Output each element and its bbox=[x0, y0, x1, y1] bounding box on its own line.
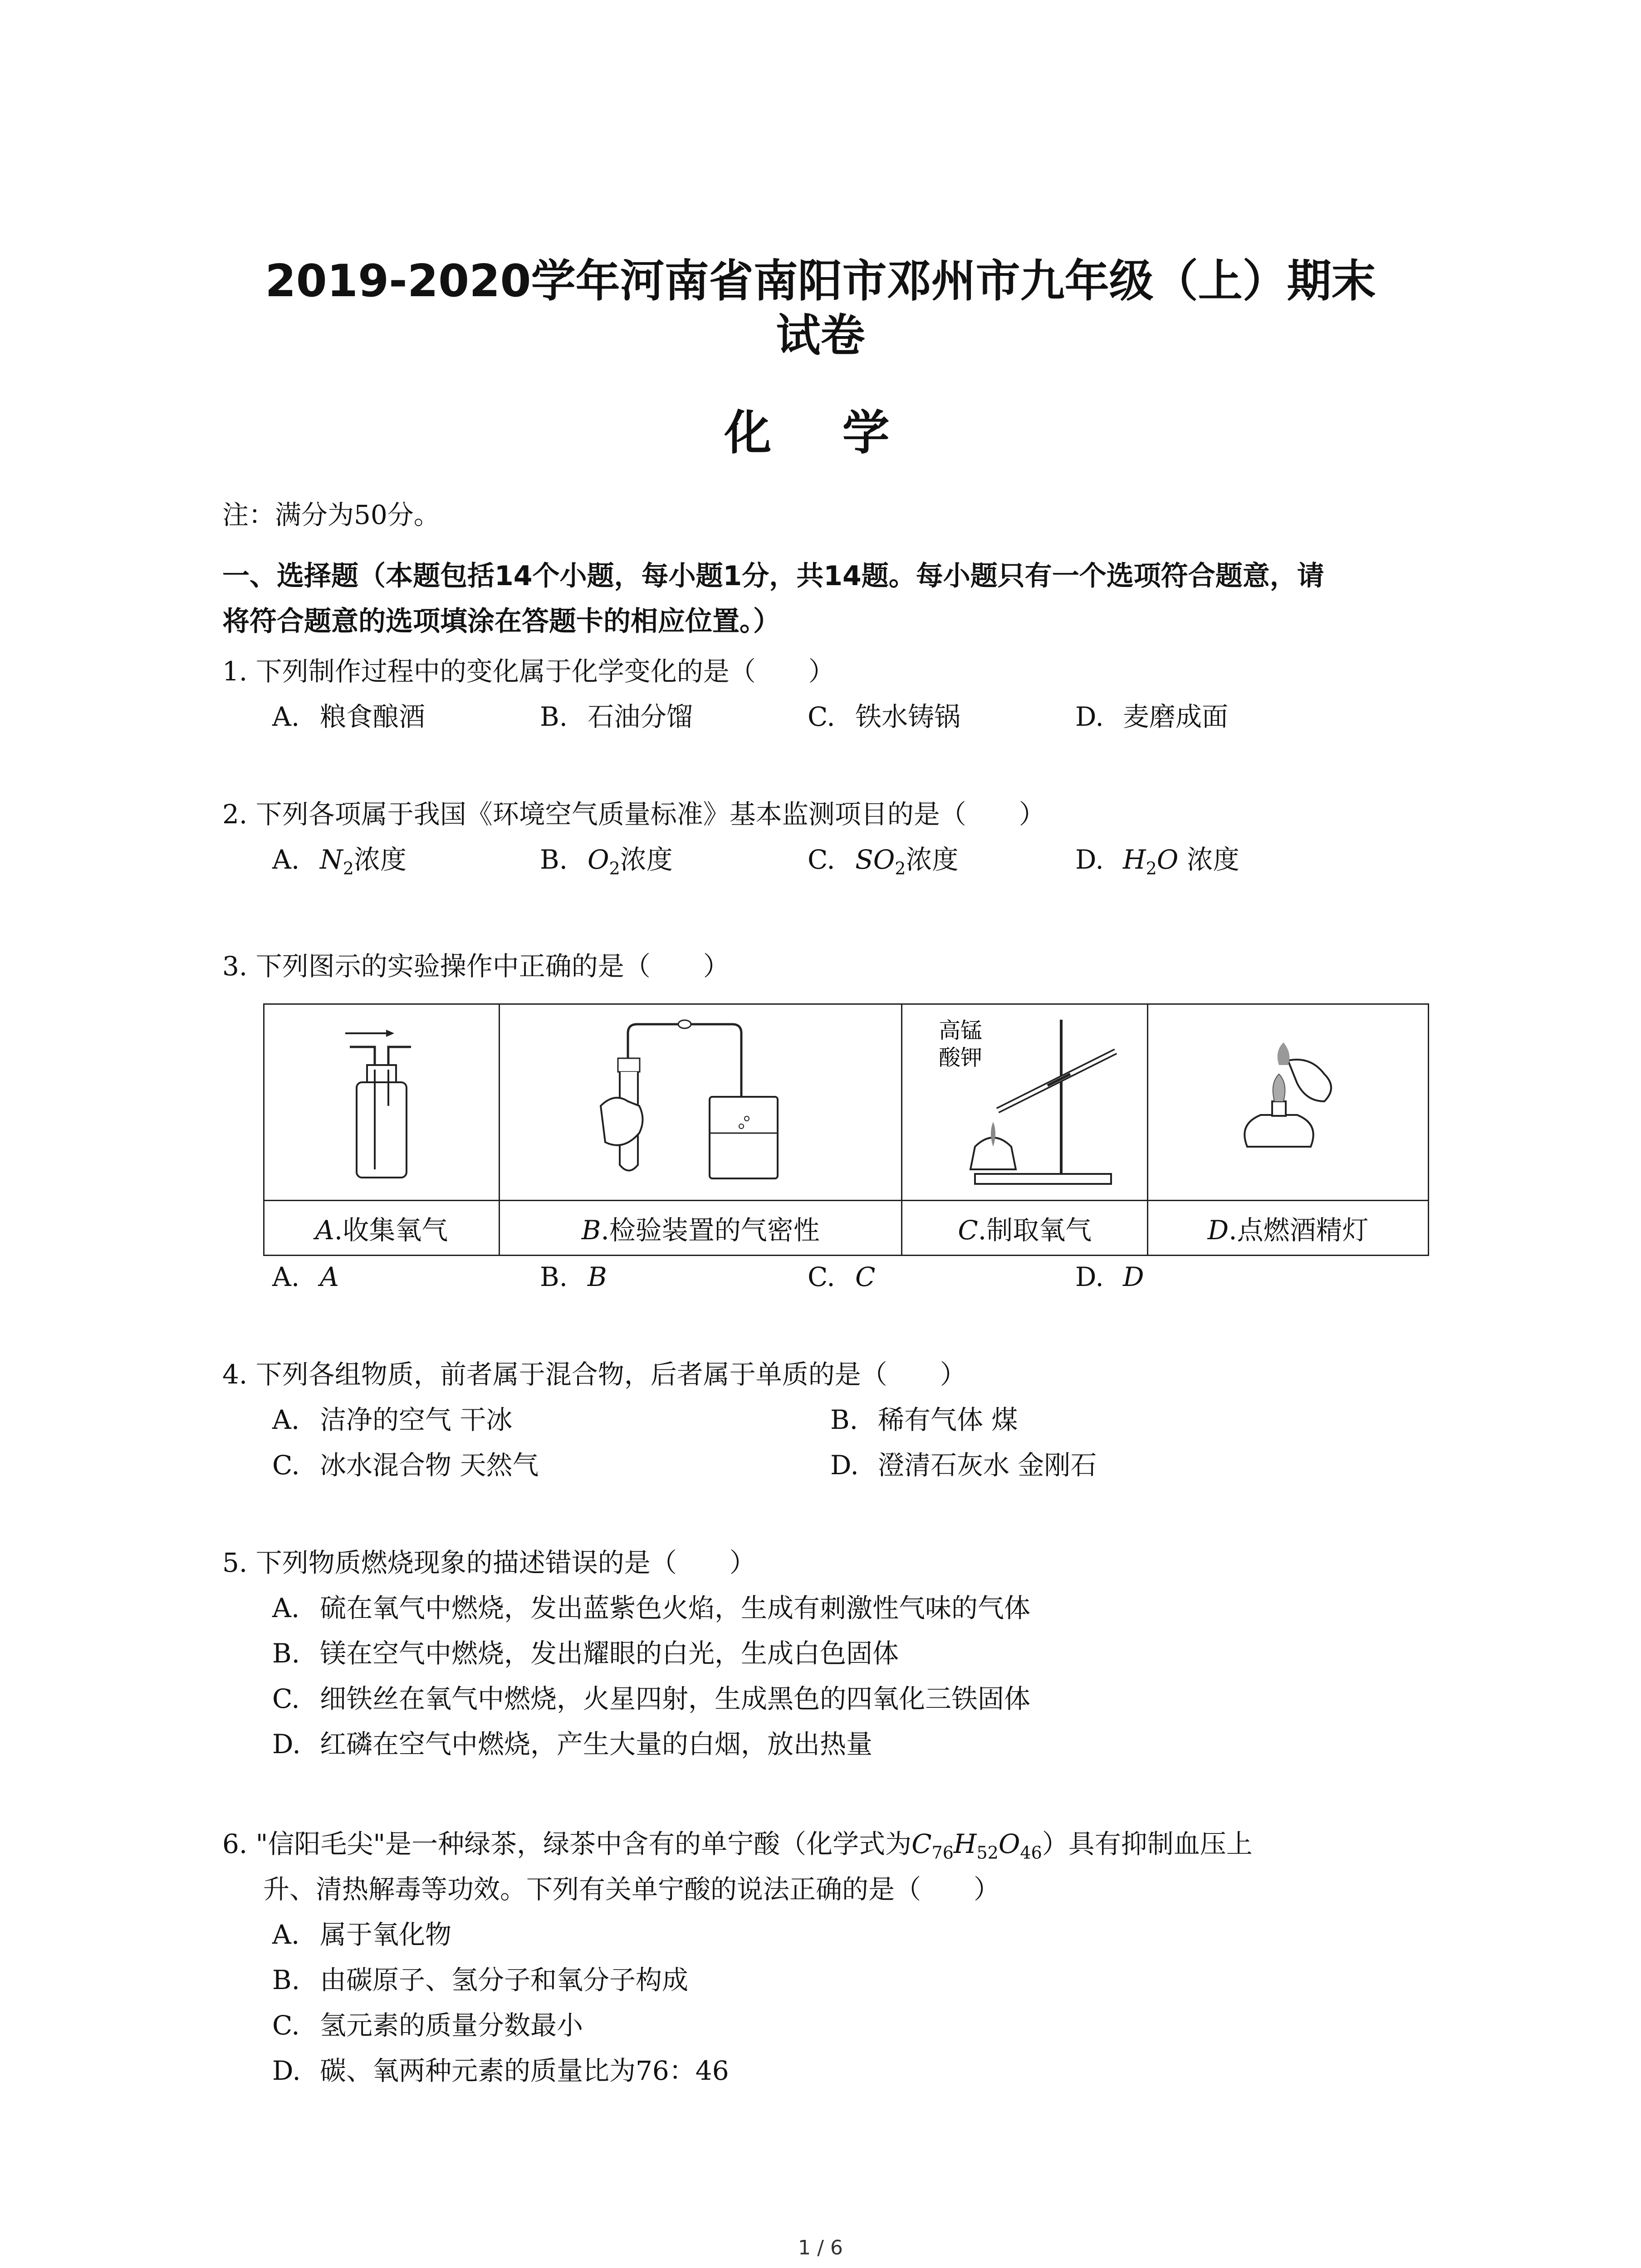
q4-option-b: B. 稀有气体 煤 bbox=[830, 1404, 1018, 1435]
airtightness-cell bbox=[500, 1004, 902, 1201]
gas-collection-bottle-icon bbox=[332, 1020, 431, 1183]
exam-title-line2: 试卷 bbox=[776, 310, 865, 362]
q5-option-c: C. 细铁丝在氧气中燃烧，火星四射，生成黑色的四氧化三铁固体 bbox=[272, 1683, 1031, 1714]
question-6-stem-line2: 升、清热解毒等功效。下列有关单宁酸的说法正确的是（ ） bbox=[263, 1874, 1000, 1905]
q1-option-b: B. 石油分馏 bbox=[540, 701, 693, 732]
experiment-table bbox=[263, 1003, 1429, 1256]
q4-option-a: A. 洁净的空气 干冰 bbox=[272, 1404, 513, 1435]
question-3-stem: 3. 下列图示的实验操作中正确的是（ ） bbox=[222, 951, 730, 982]
q5-option-a: A. 硫在氧气中燃烧，发出蓝紫色火焰，生成有刺激性气味的气体 bbox=[272, 1593, 1031, 1623]
subject-title: 化 学 bbox=[724, 405, 917, 460]
q6-option-d: D. 碳、氧两种元素的质量比为76：46 bbox=[272, 2055, 729, 2086]
page-number: 1 / 6 bbox=[798, 2236, 843, 2259]
q3-option-b: B. B bbox=[540, 1261, 607, 1292]
q3-option-a: A. A bbox=[272, 1261, 339, 1292]
alcohol-lamp-cell bbox=[1148, 1004, 1429, 1201]
section-heading-line1: 一、选择题（本题包括14个小题，每小题1分，共14题。每小题只有一个选项符合题意，请 bbox=[222, 560, 1324, 592]
q2-option-d: D. $H_2O$ 浓度 bbox=[1075, 844, 1239, 879]
q2-option-b: B. $O_2$浓度 bbox=[540, 844, 673, 879]
exam-title-line1: 2019-2020学年河南省南阳市邓州市九年级（上）期末 bbox=[265, 255, 1376, 307]
caption-a: A.收集氧气 bbox=[264, 1201, 500, 1256]
caption-b: B.检验装置的气密性 bbox=[500, 1201, 902, 1256]
score-note: 注：满分为50分。 bbox=[222, 499, 440, 530]
airtightness-check-icon bbox=[596, 1015, 805, 1188]
section-heading-line2: 将符合题意的选项填涂在答题卡的相应位置。） bbox=[222, 606, 780, 637]
q6-option-a: A. 属于氧化物 bbox=[272, 1919, 452, 1950]
oxygen-preparation-icon bbox=[925, 1011, 1125, 1192]
kmno4-label-line1: 高锰 bbox=[938, 1018, 982, 1043]
q5-option-d: D. 红磷在空气中燃烧，产生大量的白烟，放出热量 bbox=[272, 1729, 873, 1760]
alcohol-lamp-icon bbox=[1220, 1033, 1356, 1169]
question-2-stem: 2. 下列各项属于我国《环境空气质量标准》基本监测项目的是（ ） bbox=[222, 799, 1045, 830]
tannic-acid-formula: $C_{76}H_{52}O_{46}$ bbox=[911, 1828, 1042, 1863]
q3-option-c: C. C bbox=[808, 1261, 876, 1292]
q2-option-a: A. $N_2$浓度 bbox=[272, 844, 407, 879]
caption-d: D.点燃酒精灯 bbox=[1148, 1201, 1429, 1256]
caption-c: C.制取氧气 bbox=[902, 1201, 1148, 1256]
q6-option-c: C. 氢元素的质量分数最小 bbox=[272, 2010, 583, 2041]
question-5-stem: 5. 下列物质燃烧现象的描述错误的是（ ） bbox=[222, 1547, 756, 1578]
q3-option-d: D. D bbox=[1075, 1261, 1144, 1292]
q2-option-c: C. $SO_2$浓度 bbox=[808, 844, 959, 879]
question-6-stem-line1: 6. "信阳毛尖"是一种绿茶，绿茶中含有的单宁酸（化学式为$C_{76}H_{52}O_{46}$）具有抑制血压上 bbox=[222, 1828, 1253, 1863]
oxygen-prep-cell bbox=[902, 1004, 1148, 1201]
question-4-stem: 4. 下列各组物质，前者属于混合物，后者属于单质的是（ ） bbox=[222, 1359, 966, 1390]
gas-bottle-cell bbox=[264, 1004, 500, 1201]
q1-option-c: C. 铁水铸锅 bbox=[808, 701, 961, 732]
q1-option-a: A. 粮食酿酒 bbox=[272, 701, 426, 732]
q4-option-d: D. 澄清石灰水 金刚石 bbox=[830, 1450, 1097, 1481]
q6-option-b: B. 由碳原子、氢分子和氧分子构成 bbox=[272, 1965, 689, 1995]
q1-option-d: D. 麦磨成面 bbox=[1075, 701, 1229, 732]
question-1-stem: 1. 下列制作过程中的变化属于化学变化的是（ ） bbox=[222, 656, 835, 687]
kmno4-label-line2: 酸钾 bbox=[938, 1045, 982, 1070]
q5-option-b: B. 镁在空气中燃烧，发出耀眼的白光，生成白色固体 bbox=[272, 1638, 899, 1669]
q4-option-c: C. 冰水混合物 天然气 bbox=[272, 1450, 539, 1481]
